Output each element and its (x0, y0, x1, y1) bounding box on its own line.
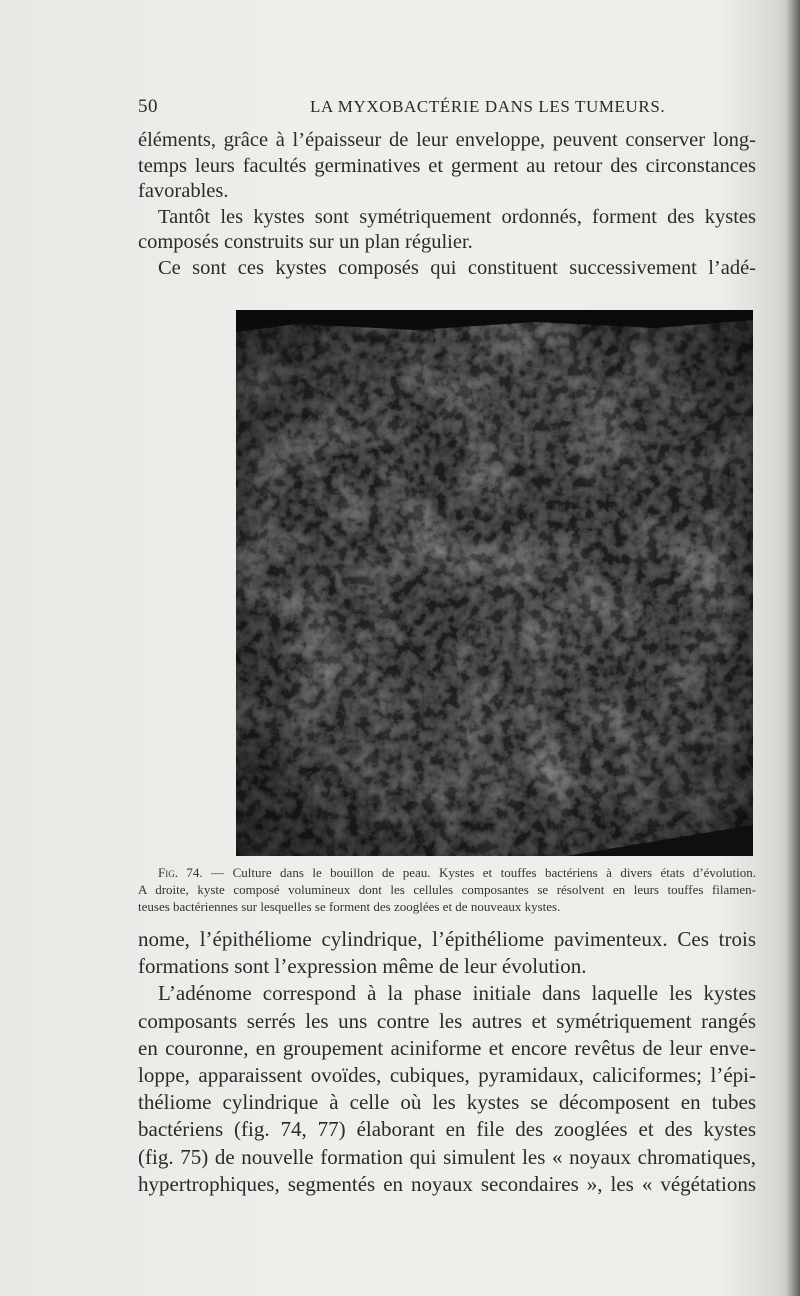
text-line: loppe, apparaissent ovoïdes, cubiques, pyramidaux, caliciformes; l’épi- (138, 1063, 756, 1088)
running-title: LA MYXOBACTÉRIE DANS LES TUMEURS. (310, 97, 666, 116)
caption-text: — Culture dans le bouillon de peau. Kystes et touffes bactériens à divers états d’évolution. (211, 865, 757, 880)
text-line: composants serrés les uns contre les autres et symétriquement rangés (138, 1008, 756, 1033)
text-line: temps leurs facultés germinatives et germent au retour des circonstances (138, 154, 756, 177)
text-line: éléments, grâce à l’épaisseur de leur enveloppe, peuvent conserver long- (138, 129, 756, 151)
text-line: Ce sont ces kystes composés qui constituent successivement l’adé- (158, 256, 756, 279)
text-line: composés construits sur un plan régulier. (138, 231, 473, 253)
text-line: bactériens (fig. 74, 77) élaborant en file des zooglées et des kystes (138, 1117, 756, 1142)
caption-line: A droite, kyste composé volumineux dont les cellules composantes se résolvent en leurs touffes filamen- (138, 882, 756, 897)
text-line: favorables. (138, 180, 229, 202)
caption-line (138, 864, 756, 881)
micrograph-image (236, 310, 753, 856)
text-line: hypertrophiques, segmentés en noyaux secondaires », les « végétations (138, 1171, 756, 1196)
text-line: (fig. 75) de nouvelle formation qui simulent les « noyaux chromatiques, (138, 1144, 756, 1169)
figure-label: Fig. 74. (158, 865, 203, 880)
text-line: nome, l’épithéliome cylindrique, l’épithéliome pavimenteux. Ces trois (138, 927, 756, 951)
text-line: théliome cylindrique à celle où les kystes se décomposent en tubes (138, 1090, 756, 1115)
text-line: L’adénome correspond à la phase initiale dans laquelle les kystes (158, 981, 756, 1006)
paragraph-top (138, 128, 756, 281)
figure-caption (138, 864, 756, 915)
text-line: Tantôt les kystes sont symétriquement ordonnés, forment des kystes (158, 205, 756, 228)
text-line: formations sont l’expression même de leur évolution. (138, 954, 587, 979)
caption-line: teuses bactériennes sur lesquelles se forment des zooglées et de nouveaux kystes. (138, 899, 561, 914)
page-edge-shadow (786, 0, 800, 1296)
paragraph-bottom (138, 926, 756, 1198)
figure-photomicrograph (236, 310, 753, 856)
text-line: en couronne, en groupement aciniforme et encore revêtus de leur enve- (138, 1035, 756, 1060)
page-number: 50 (138, 96, 158, 117)
page-header (138, 96, 754, 120)
